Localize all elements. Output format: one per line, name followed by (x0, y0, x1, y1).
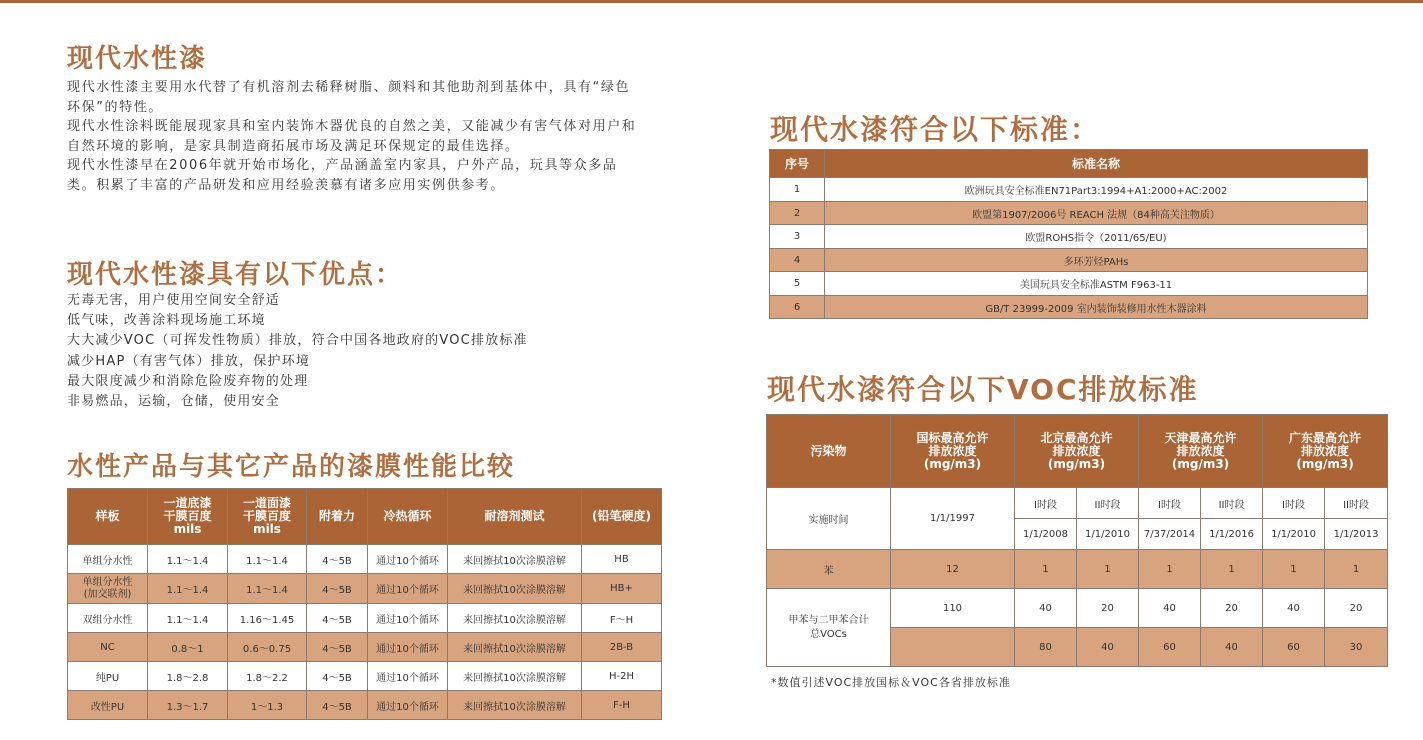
table-cell: 110 (891, 589, 1015, 628)
table-cell: 7/37/2014 (1139, 519, 1201, 550)
table-cell: 欧盟ROHS指令（2011/65/EU) (825, 225, 1368, 249)
table-cell: 来回擦拭10次涂膜溶解 (448, 574, 582, 604)
table-cell: 1～1.3 (228, 691, 307, 720)
table-row (767, 589, 1388, 628)
table-cell: II时段 (1077, 488, 1139, 519)
table-header-cell: 污染物 (767, 415, 891, 488)
table-cell: 1 (1139, 550, 1201, 589)
table-cell: 1.8～2.8 (148, 662, 228, 691)
table-cell: 80 (1015, 628, 1077, 667)
table-row (770, 249, 1368, 272)
table-cell: 1 (1263, 550, 1325, 589)
table-cell: 20 (1201, 589, 1263, 628)
table-cell: 欧洲玩具安全标准EN71Part3:1994+A1:2000+AC:2002 (825, 178, 1368, 202)
table-header-cell: 广东最高允许 排放浓度 (mg/m3) (1263, 415, 1388, 488)
table-row (68, 691, 662, 720)
table-cell: 通过10个循环 (368, 574, 448, 604)
table-cell: HB+ (582, 574, 662, 604)
voc-footnote: *数值引述VOC排放国标＆VOC各省排放标准 (771, 676, 1011, 689)
table-cell (891, 628, 1015, 667)
table-header-cell: 国标最高允许 排放浓度 (mg/m3) (891, 415, 1015, 488)
table-cell: 通过10个循环 (368, 691, 448, 720)
table-cell: 1/1/1997 (891, 488, 1015, 550)
table-cell: F-H (582, 691, 662, 720)
table-cell: 1.1～1.4 (148, 604, 228, 633)
list-item: 低气味，改善涂料现场施工环境 (67, 313, 266, 329)
table-header-cell: 附着力 (307, 489, 368, 545)
standards-table (769, 149, 1368, 319)
table-header-cell: 耐溶剂测试 (448, 489, 582, 545)
table-header-cell: 序号 (770, 150, 825, 178)
table-cell: 2B-B (582, 633, 662, 662)
table-cell: 来回擦拭10次涂膜溶解 (448, 662, 582, 691)
table-cell: 欧盟第1907/2006号 REACH 法规（84种高关注物质） (825, 202, 1368, 225)
table-cell: 1/1/2010 (1263, 519, 1325, 550)
table-cell: 40 (1015, 589, 1077, 628)
table-cell: 4～5B (307, 633, 368, 662)
table-row (770, 202, 1368, 225)
intro-text (67, 78, 642, 195)
table-row (770, 178, 1368, 202)
table-cell: 实施时间 (767, 488, 891, 550)
table-cell: 1 (1077, 550, 1139, 589)
table-cell: 2 (770, 202, 825, 225)
table-cell: 1.1～1.4 (228, 574, 307, 604)
table-cell: 单组分水性 (68, 545, 148, 574)
table-cell: 30 (1325, 628, 1388, 667)
table-cell: 40 (1263, 589, 1325, 628)
table-cell: 通过10个循环 (368, 662, 448, 691)
advantages-list (67, 291, 528, 412)
list-item: 大大减少VOC（可挥发性物质）排放，符合中国各地政府的VOC排放标准 (67, 333, 528, 349)
table-cell: 1.1～1.4 (148, 545, 228, 574)
intro-paragraph: 现代水性涂料既能展现家具和室内装饰木器优良的自然之美，又能减少有害气体对用户和自然环境的影响，是家具制造商拓展市场及满足环保规定的最佳选择。 (67, 119, 637, 154)
section-title-standards: 现代水漆符合以下标准： (770, 113, 1101, 146)
table-cell: 1/1/2016 (1201, 519, 1263, 550)
table-cell: 改性PU (68, 691, 148, 720)
table-header-cell: 天津最高允许 排放浓度 (mg/m3) (1139, 415, 1263, 488)
table-row (68, 574, 662, 604)
table-cell: 6 (770, 296, 825, 319)
table-cell: 40 (1139, 589, 1201, 628)
top-accent-bar (0, 0, 1423, 3)
table-cell: 苯 (767, 550, 891, 589)
section-title-advantages: 现代水性漆具有以下优点： (67, 260, 404, 290)
table-row (770, 296, 1368, 319)
table-cell: 来回擦拭10次涂膜溶解 (448, 633, 582, 662)
table-cell: 来回擦拭10次涂膜溶解 (448, 545, 582, 574)
table-cell: HB (582, 545, 662, 574)
table-cell: 双组分水性 (68, 604, 148, 633)
table-cell: 1.1～1.4 (148, 574, 228, 604)
table-cell: 纯PU (68, 662, 148, 691)
table-cell: II时段 (1325, 488, 1388, 519)
table-cell: 通过10个循环 (368, 633, 448, 662)
table-cell: 1/1/2010 (1077, 519, 1139, 550)
table-header-cell: 冷热循环 (368, 489, 448, 545)
intro-paragraph: 现代水性漆主要用水代替了有机溶剂去稀释树脂、颜料和其他助剂到基体中，具有“绿色环保”的特性。 (67, 80, 631, 115)
table-cell: I时段 (1015, 488, 1077, 519)
section-title-waterborne-paint: 现代水性漆 (67, 44, 208, 74)
table-cell: 40 (1077, 628, 1139, 667)
table-cell: GB/T 23999-2009 室内装饰装修用水性木器涂料 (825, 296, 1368, 319)
table-row (68, 604, 662, 633)
table-cell: 1/1/2013 (1325, 519, 1388, 550)
table-cell: 4～5B (307, 662, 368, 691)
table-cell: 来回擦拭10次涂膜溶解 (448, 604, 582, 633)
table-cell: 来回擦拭10次涂膜溶解 (448, 691, 582, 720)
table-cell: 20 (1325, 589, 1388, 628)
table-row (767, 488, 1388, 519)
table-cell: 单组分水性 (加交联剂) (68, 574, 148, 604)
list-item: 非易燃品，运输，仓储，使用安全 (67, 394, 281, 410)
table-row (68, 633, 662, 662)
table-header-cell: 一道面漆 干膜百度 mils (228, 489, 307, 545)
table-cell: 1.1～1.4 (228, 545, 307, 574)
table-header-cell: 标准名称 (825, 150, 1368, 178)
table-cell: 4～5B (307, 604, 368, 633)
table-header-cell: 一道底漆 干膜百度 mils (148, 489, 228, 545)
table-row (767, 550, 1388, 589)
table-cell: 20 (1077, 589, 1139, 628)
table-cell: 3 (770, 225, 825, 249)
table-cell: 12 (891, 550, 1015, 589)
table-cell: 0.6～0.75 (228, 633, 307, 662)
table-cell: 美国玩具安全标准ASTM F963-11 (825, 272, 1368, 296)
list-item: 最大限度减少和消除危险废弃物的处理 (67, 373, 309, 389)
table-row (770, 225, 1368, 249)
table-cell: 1 (1015, 550, 1077, 589)
table-header-cell: (铅笔硬度) (582, 489, 662, 545)
list-item: 减少HAP（有害气体）排放，保护环境 (67, 353, 311, 369)
film-performance-table (67, 488, 662, 720)
table-header-cell: 样板 (68, 489, 148, 545)
table-cell: 60 (1263, 628, 1325, 667)
table-row (68, 545, 662, 574)
table-cell: I时段 (1139, 488, 1201, 519)
table-cell: 多环芳烃PAHs (825, 249, 1368, 272)
section-title-voc-standards: 现代水漆符合以下VOC排放标准 (767, 373, 1199, 406)
table-cell: 1.3～1.7 (148, 691, 228, 720)
table-cell: F～H (582, 604, 662, 633)
intro-paragraph: 现代水性漆早在2006年就开始市场化，产品涵盖室内家具，户外产品，玩具等众多品类。积累了丰富的产品研发和应用经验羡慕有诸多应用实例供参考。 (67, 158, 618, 193)
table-cell: 1 (770, 178, 825, 202)
table-cell: 60 (1139, 628, 1201, 667)
table-cell: 通过10个循环 (368, 604, 448, 633)
table-cell: I时段 (1263, 488, 1325, 519)
table-cell: 40 (1201, 628, 1263, 667)
table-row (68, 662, 662, 691)
table-cell: 4～5B (307, 691, 368, 720)
table-cell: 1 (1201, 550, 1263, 589)
section-title-film-comparison: 水性产品与其它产品的漆膜性能比较 (67, 452, 516, 482)
table-cell: 甲苯与二甲苯合计 总VOCs (767, 589, 891, 667)
table-cell: 1 (1325, 550, 1388, 589)
table-cell: NC (68, 633, 148, 662)
table-cell: 5 (770, 272, 825, 296)
table-cell: 4～5B (307, 545, 368, 574)
table-cell: 4～5B (307, 574, 368, 604)
voc-table (766, 414, 1388, 667)
table-cell: 4 (770, 249, 825, 272)
table-cell: 0.8～1 (148, 633, 228, 662)
table-row (770, 272, 1368, 296)
table-cell: II时段 (1201, 488, 1263, 519)
table-header-cell: 北京最高允许 排放浓度 (mg/m3) (1015, 415, 1139, 488)
table-cell: 通过10个循环 (368, 545, 448, 574)
table-cell: 1/1/2008 (1015, 519, 1077, 550)
table-cell: 1.16～1.45 (228, 604, 307, 633)
list-item: 无毒无害，用户使用空间安全舒适 (67, 293, 281, 308)
table-cell: H-2H (582, 662, 662, 691)
table-cell: 1.8～2.2 (228, 662, 307, 691)
